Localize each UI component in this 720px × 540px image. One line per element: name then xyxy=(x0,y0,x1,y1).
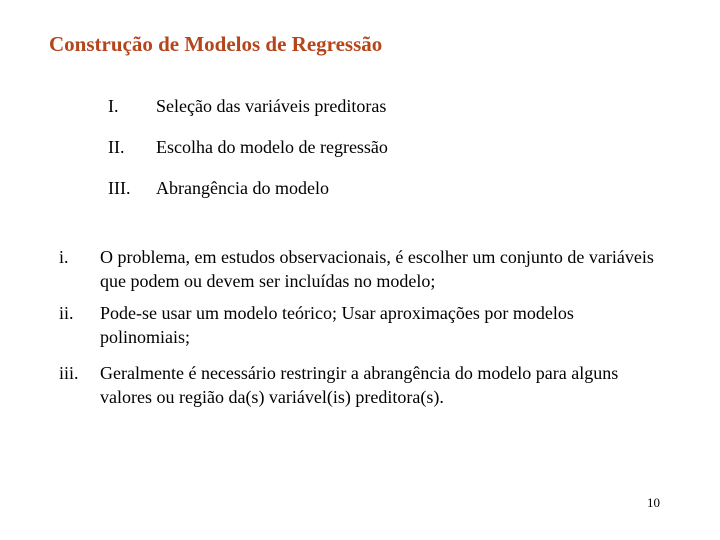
outline-text: Escolha do modelo de regressão xyxy=(156,137,388,157)
page-number: 10 xyxy=(647,495,660,510)
outline-text: Abrangência do modelo xyxy=(156,178,329,198)
notes-list xyxy=(59,245,659,409)
note-number: iii. xyxy=(59,363,79,383)
outline-item-1 xyxy=(108,94,668,135)
outline-item-3 xyxy=(108,176,668,217)
note-number: ii. xyxy=(59,303,74,323)
note-text: Pode-se usar um modelo teórico; Usar aproximações por modelos polinomiais; xyxy=(100,303,574,347)
note-item-2 xyxy=(59,301,659,361)
note-number: i. xyxy=(59,247,69,267)
outline-number: III. xyxy=(108,178,131,198)
outline-text: Seleção das variáveis preditoras xyxy=(156,96,387,116)
note-item-1 xyxy=(59,245,659,301)
note-text: O problema, em estudos observacionais, é escolher um conjunto de variáveis que podem ou devem ser incluídas no modelo; xyxy=(100,247,654,291)
outline-number: II. xyxy=(108,137,125,157)
slide-title: Construção de Modelos de Regressão xyxy=(49,32,383,56)
note-item-3 xyxy=(59,361,659,409)
outline-item-2 xyxy=(108,135,668,176)
outline-list xyxy=(108,94,668,217)
outline-number: I. xyxy=(108,96,119,116)
note-text: Geralmente é necessário restringir a abrangência do modelo para alguns valores ou região da(s) variável(is) preditora(s). xyxy=(100,363,619,407)
